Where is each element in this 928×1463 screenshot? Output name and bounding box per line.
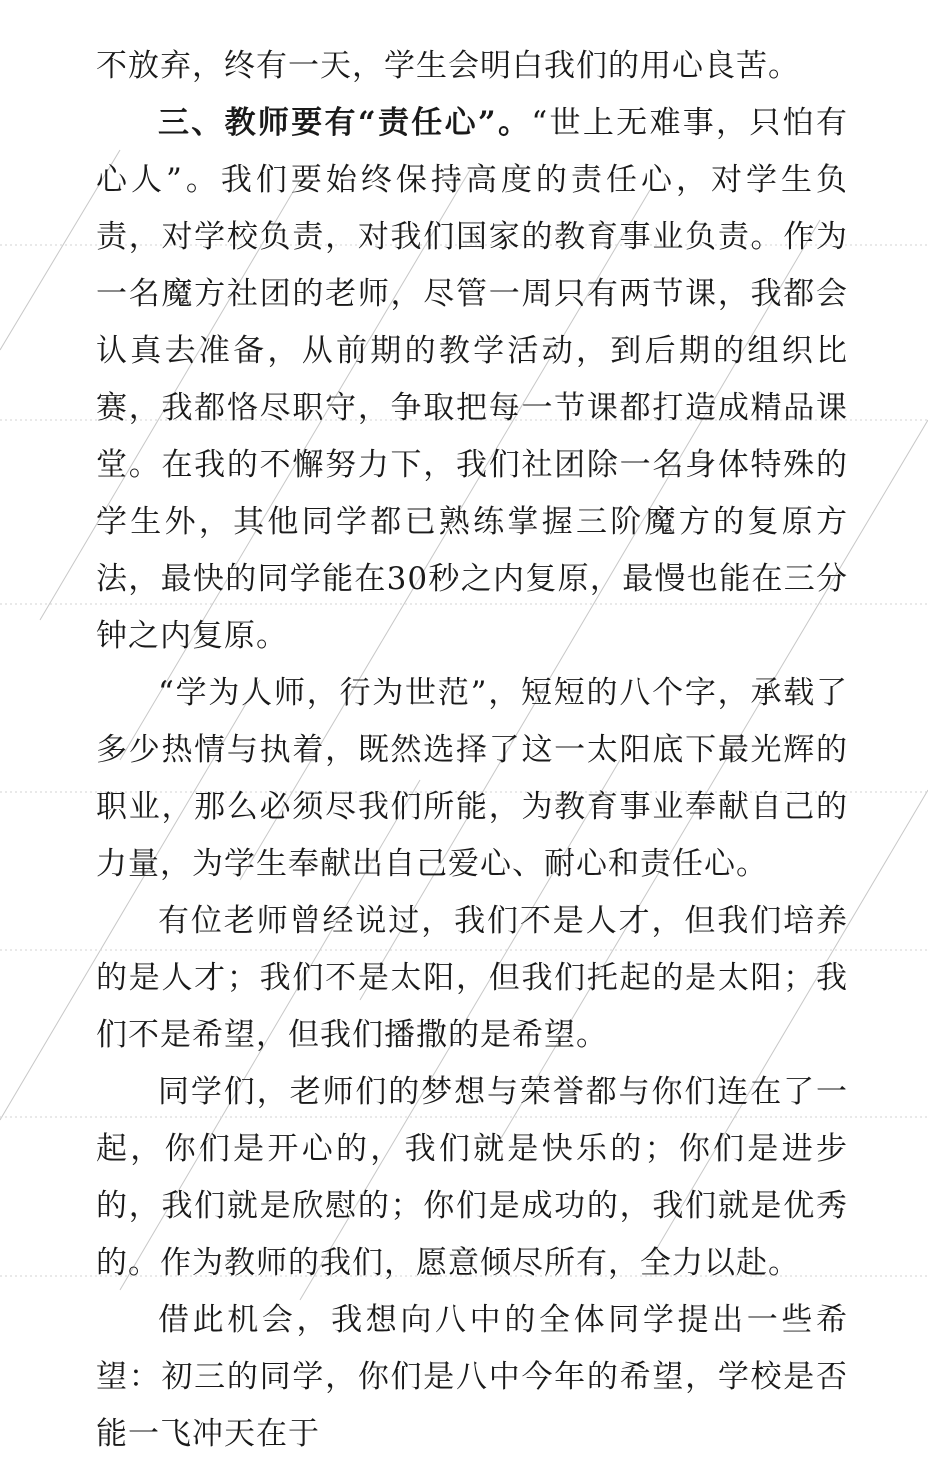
paragraph-students: 同学们，老师们的梦想与荣誉都与你们连在了一起，你们是开心的，我们就是快乐的；你们是进步的，我们就是欣慰的；你们是成功的，我们就是优秀的。作为教师的我们，愿意倾尽所有，全力以赴。 [96,1074,848,1281]
section-heading-responsibility: 三、教师要有“责任心”。 [158,105,532,141]
document-page [96,38,848,1463]
paragraph-hopes: 借此机会，我想向八中的全体同学提出一些希望：初三的同学，你们是八中今年的希望，学校是否能一飞冲天在于 [96,1302,848,1452]
paragraph-responsibility [96,95,848,665]
paragraph-teacher-role: “学为人师，行为世范”，短短的八个字，承载了多少热情与执着，既然选择了这一太阳底下最光辉的职业，那么必须尽我们所能，为教育事业奉献自己的力量，为学生奉献出自己爱心、耐心和责任心。 [96,675,848,882]
paragraph-responsibility-body: “世上无难事，只怕有心人”。我们要始终保持高度的责任心，对学生负责，对学校负责，对我们国家的教育事业负责。作为一名魔方社团的老师，尽管一周只有两节课，我都会认真去准备，从前期的教学活动，到后期的组织比赛，我都恪尽职守，争取把每一节课都打造成精品课堂。在我的不懈努力下，我们社团除一名身体特殊的学生外，其他同学都已熟练掌握三阶魔方的复原方法，最快的同学能在30秒之内复原，最慢也能在三分钟之内复原。 [96,105,848,654]
paragraph-continued: 不放弃，终有一天，学生会明白我们的用心良苦。 [96,48,800,84]
paragraph-quote: 有位老师曾经说过，我们不是人才，但我们培养的是人才；我们不是太阳，但我们托起的是太阳；我们不是希望，但我们播撒的是希望。 [96,903,848,1053]
